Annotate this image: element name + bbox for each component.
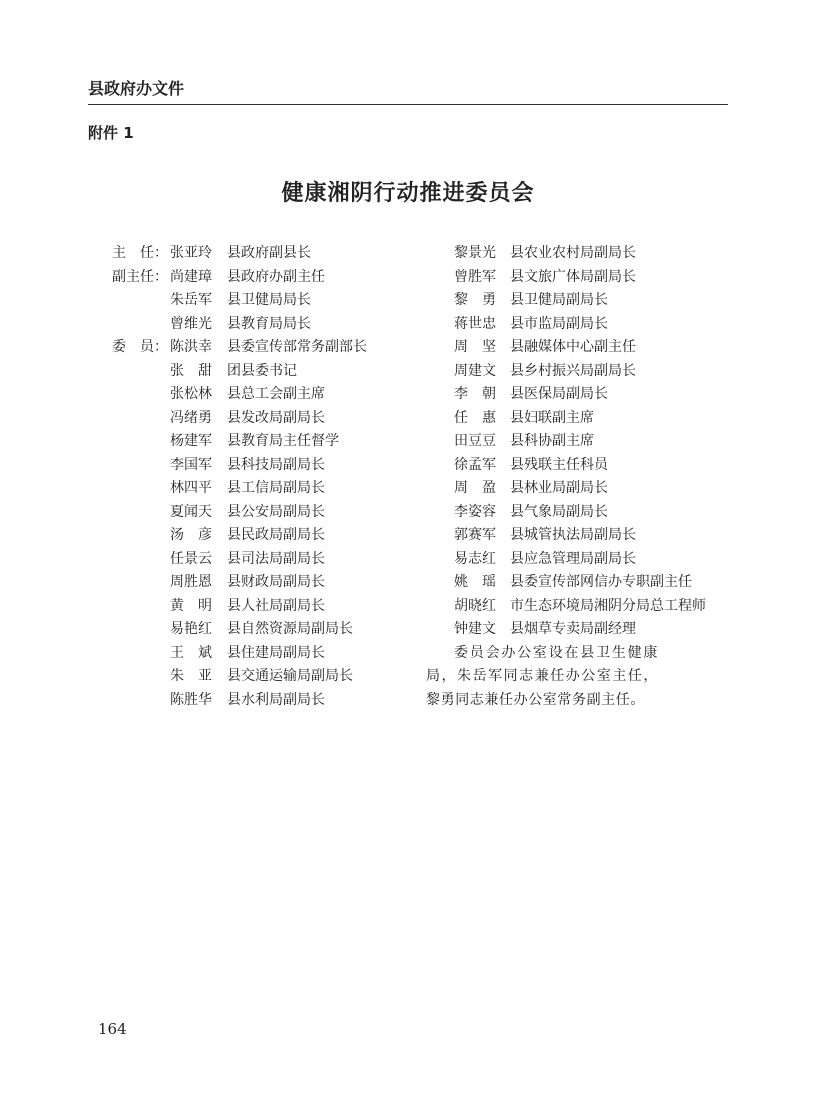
page-number: 164: [98, 1020, 127, 1038]
member-name: 朱 亚: [170, 668, 212, 684]
member-title: 县自然资源局副局长: [227, 621, 353, 637]
right-member-list: [426, 242, 706, 712]
page-title: 健康湘阴行动推进委员会: [281, 180, 535, 206]
member-row: [112, 571, 412, 595]
member-row: [426, 454, 658, 478]
member-row: [426, 242, 658, 266]
member-title: 市生态环境局湘阴分局总工程师: [510, 597, 706, 614]
member-row: [426, 383, 658, 407]
member-name: 姚 瑶: [454, 574, 496, 590]
member-role: [112, 524, 170, 548]
member-title: 县民政局副局长: [227, 527, 325, 543]
member-name: 尚建璋: [170, 268, 212, 285]
member-name: 郭赛军: [454, 527, 496, 543]
member-name: 任 惠: [454, 409, 496, 426]
member-name: 张 甜: [170, 362, 212, 379]
member-name: 蒋世忠: [454, 315, 496, 332]
member-row: [426, 548, 658, 572]
member-name: 胡晓红: [454, 597, 496, 614]
document-header: 县政府办文件: [88, 79, 185, 98]
member-name: 汤 彦: [170, 527, 212, 543]
member-name: 周胜恩: [170, 574, 212, 590]
member-name: 王 斌: [170, 644, 212, 661]
member-title: 县财政局副局长: [227, 574, 325, 590]
member-title: 县委宣传部网信办专职副主任: [510, 574, 692, 590]
member-role: [112, 595, 170, 619]
member-name: 李 朝: [454, 386, 496, 402]
member-name: 陈洪幸: [170, 339, 212, 355]
member-name: 任景云: [170, 550, 212, 567]
office-note: 委员会办公室设在县卫生健康局，朱岳军同志兼任办公室主任，黎勇同志兼任办公室常务副主任。: [426, 644, 658, 708]
member-name: 黎景光: [454, 245, 496, 261]
member-title: 县市监局副局长: [510, 315, 608, 332]
member-role: [112, 360, 170, 384]
member-name: 易志红: [454, 550, 496, 567]
member-role: [112, 454, 170, 478]
member-name: 李姿容: [454, 503, 496, 520]
member-row: [426, 289, 658, 313]
member-name: 周建文: [454, 362, 496, 379]
member-row: [112, 548, 412, 572]
member-name: 曾维光: [170, 315, 212, 332]
member-role: [112, 407, 170, 431]
member-row: [112, 454, 412, 478]
member-role: [112, 383, 170, 407]
member-role: [112, 689, 170, 713]
member-name: 田豆豆: [454, 433, 496, 449]
member-title: 县交通运输局副局长: [227, 668, 353, 684]
member-role: [112, 430, 170, 454]
member-title: 县乡村振兴局副局长: [510, 362, 636, 379]
member-name: 张亚玲: [170, 245, 212, 261]
member-row: [426, 336, 658, 360]
member-title: 县教育局局长: [227, 315, 311, 332]
member-role: 委 员：: [112, 339, 168, 355]
member-role: [112, 477, 170, 501]
member-row: [426, 313, 658, 337]
member-row: [112, 383, 412, 407]
member-row: [112, 336, 412, 360]
member-title: 团县委书记: [227, 362, 297, 379]
member-name: 夏闻天: [170, 503, 212, 520]
member-name: 杨建军: [170, 433, 212, 449]
member-row: [426, 618, 658, 642]
member-role: [112, 501, 170, 525]
header-divider: [88, 104, 728, 105]
member-title: 县住建局副局长: [227, 644, 325, 661]
member-name: 曾胜军: [454, 268, 496, 285]
member-row: [112, 595, 412, 619]
member-row: [112, 266, 412, 290]
member-row: [426, 266, 658, 290]
member-row: [426, 595, 706, 619]
member-row: [112, 360, 412, 384]
member-row: [426, 524, 658, 548]
member-role: [112, 571, 170, 595]
member-name: 黎 勇: [454, 292, 496, 308]
member-title: 县公安局副局长: [227, 503, 325, 520]
member-title: 县人社局副局长: [227, 597, 325, 614]
member-name: 陈胜华: [170, 691, 212, 708]
member-title: 县应急管理局副局长: [510, 550, 636, 567]
member-title: 县气象局副局长: [510, 503, 608, 520]
member-name: 张松林: [170, 386, 212, 402]
member-row: [112, 477, 412, 501]
member-title: 县农业农村局副局长: [510, 245, 636, 261]
member-row: [112, 524, 412, 548]
member-name: 钟建文: [454, 621, 496, 637]
attachment-label: 附件 1: [88, 124, 134, 142]
member-role: [112, 618, 170, 642]
member-title: 县城管执法局副局长: [510, 527, 636, 543]
member-row: [112, 618, 412, 642]
member-title: 县文旅广体局副局长: [510, 268, 636, 285]
member-row: [426, 360, 658, 384]
member-row: [112, 242, 412, 266]
member-name: 周 盈: [454, 480, 496, 496]
member-name: 徐孟军: [454, 456, 496, 473]
member-name: 易艳红: [170, 621, 212, 637]
member-row: [112, 407, 412, 431]
member-name: 李国军: [170, 456, 212, 473]
member-name: 周 坚: [454, 339, 496, 355]
member-title: 县残联主任科员: [510, 456, 608, 473]
member-title: 县科协副主席: [510, 433, 594, 449]
member-title: 县总工会副主席: [227, 386, 325, 402]
member-row: [112, 665, 412, 689]
member-role: [112, 642, 170, 666]
member-title: 县工信局副局长: [227, 480, 325, 496]
member-row: [112, 642, 412, 666]
member-title: 县卫健局局长: [227, 292, 311, 308]
member-title: 县教育局主任督学: [227, 433, 339, 449]
member-role: [112, 289, 170, 313]
member-title: 县发改局副局长: [227, 409, 325, 426]
member-title: 县妇联副主席: [510, 409, 594, 426]
member-role: [112, 548, 170, 572]
member-row: [426, 477, 658, 501]
member-title: 县水利局副局长: [227, 691, 325, 708]
member-name: 冯绪勇: [170, 409, 212, 426]
member-title: 县科技局副局长: [227, 456, 325, 473]
left-member-list: [112, 242, 412, 712]
member-title: 县融媒体中心副主任: [510, 339, 636, 355]
member-row: [426, 430, 658, 454]
member-role: 主 任：: [112, 245, 168, 261]
member-row: [112, 689, 412, 713]
member-row: [426, 407, 658, 431]
member-role: 副主任：: [112, 268, 168, 285]
member-row: [112, 430, 412, 454]
member-row: [112, 313, 412, 337]
member-row: [112, 289, 412, 313]
member-title: 县林业局副局长: [510, 480, 608, 496]
member-title: 县委宣传部常务副部长: [227, 339, 367, 355]
member-name: 黄 明: [170, 597, 212, 614]
member-title: 县卫健局副局长: [510, 292, 608, 308]
member-name: 朱岳军: [170, 292, 212, 308]
member-row: [426, 501, 658, 525]
member-role: [112, 313, 170, 337]
member-title: 县司法局副局长: [227, 550, 325, 567]
member-title: 县政府办副主任: [227, 268, 325, 285]
member-title: 县医保局副局长: [510, 386, 608, 402]
member-row: [112, 501, 412, 525]
member-role: [112, 665, 170, 689]
member-row: [426, 571, 692, 595]
member-title: 县烟草专卖局副经理: [510, 621, 636, 637]
member-name: 林四平: [170, 480, 212, 496]
member-title: 县政府副县长: [227, 245, 311, 261]
